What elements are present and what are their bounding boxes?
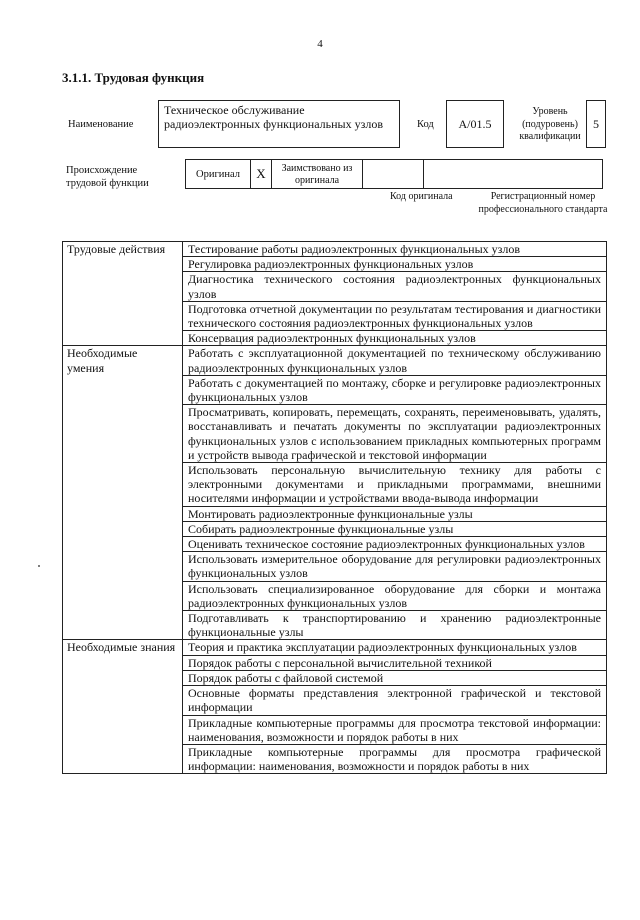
section-title: 3.1.1. Трудовая функция bbox=[62, 70, 205, 85]
skills-item: Работать с документацией по монтажу, сборке и регулировке радиоэлектронных функциональных узлов bbox=[183, 375, 607, 404]
knowledge-category-label: Необходимые знания bbox=[63, 640, 183, 774]
original-code-cell bbox=[362, 159, 424, 189]
actions-item: Тестирование работы радиоэлектронных функциональных узлов bbox=[183, 242, 607, 257]
skills-item: Подготавливать к транспортированию и хранению радиоэлектронные функциональные узлы bbox=[183, 611, 607, 640]
page-number: 4 bbox=[317, 38, 323, 50]
reg-number-cell bbox=[423, 159, 603, 189]
knowledge-item: Теория и практика эксплуатации радиоэлектронных функциональных узлов bbox=[183, 640, 607, 655]
code-label: Код bbox=[417, 119, 434, 130]
knowledge-item: Прикладные компьютерные программы для просмотра текстовой информации: наименования, возможности и порядок работы в них bbox=[183, 715, 607, 744]
knowledge-item: Порядок работы с файловой системой bbox=[183, 670, 607, 685]
knowledge-item: Порядок работы с персональной вычислительной техникой bbox=[183, 655, 607, 670]
skills-item: Собирать радиоэлектронные функциональные узлы bbox=[183, 521, 607, 536]
origin-label: Происхождение трудовой функции bbox=[66, 165, 149, 189]
origin-code-caption: Код оригинала bbox=[390, 191, 453, 202]
name-label: Наименование bbox=[68, 119, 134, 130]
origin-row bbox=[186, 159, 606, 189]
knowledge-item: Основные форматы представления электронной графической и текстовой информации bbox=[183, 686, 607, 715]
name-value: Техническое обслуживание радиоэлектронных функциональных узлов bbox=[158, 100, 400, 148]
actions-item: Диагностика технического состояния радиоэлектронных функциональных узлов bbox=[183, 272, 607, 301]
actions-category-label: Трудовые действия bbox=[63, 242, 183, 346]
knowledge-item: Прикладные компьютерные программы для просмотра графической информации: наименования, возможности и порядок работы в них bbox=[183, 744, 607, 773]
skills-item: Использовать персональную вычислительную технику для работы с электронными документами и прикладными программами, внешними носителями информации и устройствами ввода-вывода информации bbox=[183, 463, 607, 507]
skills-category-label: Необходимые умения bbox=[63, 346, 183, 640]
skills-item: Использовать измерительное оборудование для регулировки радиоэлектронных функциональных узлов bbox=[183, 552, 607, 581]
skills-item: Монтировать радиоэлектронные функциональные узлы bbox=[183, 506, 607, 521]
actions-row bbox=[63, 242, 607, 257]
original-mark: X bbox=[250, 159, 272, 189]
original-label: Оригинал bbox=[185, 159, 251, 189]
skills-row bbox=[63, 346, 607, 375]
actions-item: Подготовка отчетной документации по результатам тестирования и диагностики технического состояния радиоэлектронных функциональных узлов bbox=[183, 301, 607, 330]
skills-item: Использовать специализированное оборудование для сборки и монтажа радиоэлектронных функциональных узлов bbox=[183, 581, 607, 610]
level-label: Уровень (подуровень) квалификации bbox=[519, 106, 581, 142]
scan-artifact bbox=[38, 565, 40, 567]
code-value: А/01.5 bbox=[446, 100, 504, 148]
borrowed-label: Заимствовано из оригинала bbox=[271, 159, 363, 189]
skills-item: Работать с эксплуатационной документацией по техническому обслуживанию радиоэлектронных функциональных узлов bbox=[183, 346, 607, 375]
level-value: 5 bbox=[586, 100, 606, 148]
reg-number-caption: Регистрационный номер профессионального стандарта bbox=[478, 191, 608, 215]
skills-item: Оценивать техническое состояние радиоэлектронных функциональных узлов bbox=[183, 537, 607, 552]
skills-item: Просматривать, копировать, перемещать, сохранять, переименовывать, удалять, восстанавливать и печатать документы по эксплуатации радиоэлектронных функциональных узлов с использованием прикладных компьютерных программ и устройств вывода графической и текстовой информации bbox=[183, 405, 607, 463]
function-table bbox=[62, 241, 607, 774]
actions-item: Регулировка радиоэлектронных функциональных узлов bbox=[183, 257, 607, 272]
actions-item: Консервация радиоэлектронных функциональных узлов bbox=[183, 331, 607, 346]
knowledge-row bbox=[63, 640, 607, 655]
